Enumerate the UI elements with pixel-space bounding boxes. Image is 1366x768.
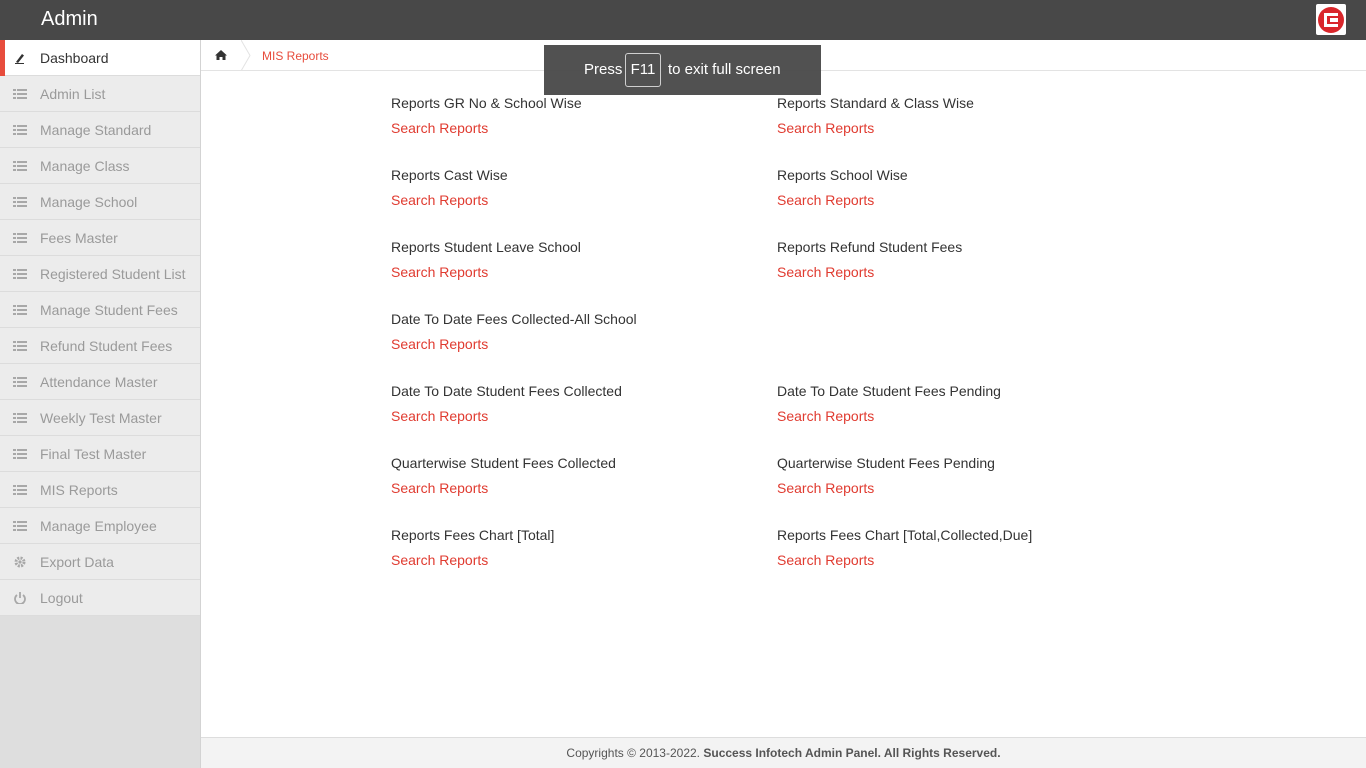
search-reports-link[interactable]: Search Reports xyxy=(391,336,489,352)
sidebar-item-fees-master[interactable] xyxy=(0,220,200,256)
top-bar xyxy=(0,0,1366,40)
sidebar-item-label: Manage Employee xyxy=(40,518,157,534)
list-icon xyxy=(13,88,27,100)
report-title: Reports Standard & Class Wise xyxy=(777,95,974,111)
search-reports-link[interactable]: Search Reports xyxy=(777,264,875,280)
sidebar-item-logout[interactable] xyxy=(0,580,200,616)
search-reports-link[interactable]: Search Reports xyxy=(391,120,489,136)
list-icon xyxy=(13,232,27,244)
sidebar-item-label: Weekly Test Master xyxy=(40,410,162,426)
list-icon xyxy=(13,376,27,388)
sidebar-item-label: Refund Student Fees xyxy=(40,338,173,354)
sidebar-item-label: Manage Student Fees xyxy=(40,302,178,318)
sidebar-item-label: Manage Class xyxy=(40,158,130,174)
list-icon xyxy=(13,124,27,136)
toast-prefix: Press xyxy=(584,61,623,78)
report-title: Quarterwise Student Fees Collected xyxy=(391,455,616,471)
search-reports-link[interactable]: Search Reports xyxy=(391,264,489,280)
search-reports-link[interactable]: Search Reports xyxy=(391,408,489,424)
fullscreen-toast xyxy=(544,45,821,95)
footer xyxy=(201,737,1366,768)
report-title: Reports Cast Wise xyxy=(391,167,508,183)
report-title: Date To Date Student Fees Pending xyxy=(777,383,1001,399)
report-title: Reports School Wise xyxy=(777,167,908,183)
sidebar-item-dashboard[interactable] xyxy=(0,40,200,76)
sidebar-item-manage-employee[interactable] xyxy=(0,508,200,544)
sidebar-item-mis-reports[interactable] xyxy=(0,472,200,508)
list-icon xyxy=(13,412,27,424)
search-reports-link[interactable]: Search Reports xyxy=(777,120,875,136)
sidebar-item-manage-student-fees[interactable] xyxy=(0,292,200,328)
list-icon xyxy=(13,196,27,208)
search-reports-link[interactable]: Search Reports xyxy=(777,552,875,568)
toast-suffix: to exit full screen xyxy=(668,61,781,78)
sidebar-item-label: Dashboard xyxy=(40,50,109,66)
report-title: Quarterwise Student Fees Pending xyxy=(777,455,995,471)
breadcrumb-separator xyxy=(241,40,251,71)
list-icon xyxy=(13,484,27,496)
search-reports-link[interactable]: Search Reports xyxy=(777,408,875,424)
sidebar-item-label: MIS Reports xyxy=(40,482,118,498)
company-logo-icon[interactable] xyxy=(1316,4,1346,35)
gear-icon xyxy=(13,556,27,568)
list-icon xyxy=(13,448,27,460)
report-title: Reports Fees Chart [Total,Collected,Due] xyxy=(777,527,1033,543)
sidebar-item-label: Admin List xyxy=(40,86,106,102)
list-icon xyxy=(13,268,27,280)
footer-copyright: Copyrights © 2013-2022. xyxy=(566,746,701,760)
search-reports-link[interactable]: Search Reports xyxy=(777,192,875,208)
sidebar-item-label: Registered Student List xyxy=(40,266,186,282)
list-icon xyxy=(13,340,27,352)
sidebar-item-attendance-master[interactable] xyxy=(0,364,200,400)
brand-title: Admin xyxy=(41,8,98,30)
report-title: Reports Student Leave School xyxy=(391,239,581,255)
pencil-icon xyxy=(13,52,27,64)
report-title: Date To Date Fees Collected-All School xyxy=(391,311,637,327)
report-title: Reports Refund Student Fees xyxy=(777,239,963,255)
sidebar-item-label: Logout xyxy=(40,590,83,606)
list-icon xyxy=(13,520,27,532)
sidebar-item-label: Final Test Master xyxy=(40,446,147,462)
list-icon xyxy=(13,304,27,316)
sidebar-item-admin-list[interactable] xyxy=(0,76,200,112)
sidebar-item-registered-student-list[interactable] xyxy=(0,256,200,292)
list-icon xyxy=(13,160,27,172)
sidebar-item-label: Export Data xyxy=(40,554,114,570)
sidebar-item-final-test-master[interactable] xyxy=(0,436,200,472)
search-reports-link[interactable]: Search Reports xyxy=(391,192,489,208)
sidebar-item-refund-student-fees[interactable] xyxy=(0,328,200,364)
sidebar-item-export-data[interactable] xyxy=(0,544,200,580)
sidebar xyxy=(0,40,201,768)
sidebar-item-manage-class[interactable] xyxy=(0,148,200,184)
report-title: Reports GR No & School Wise xyxy=(391,95,582,111)
sidebar-item-label: Fees Master xyxy=(40,230,118,246)
search-reports-link[interactable]: Search Reports xyxy=(391,480,489,496)
toast-key: F11 xyxy=(625,53,661,87)
sidebar-item-weekly-test-master[interactable] xyxy=(0,400,200,436)
power-icon xyxy=(13,592,27,604)
report-title: Reports Fees Chart [Total] xyxy=(391,527,555,543)
search-reports-link[interactable]: Search Reports xyxy=(777,480,875,496)
sidebar-item-label: Attendance Master xyxy=(40,374,158,390)
sidebar-item-label: Manage Standard xyxy=(40,122,152,138)
home-icon[interactable] xyxy=(215,49,227,61)
breadcrumb-current[interactable]: MIS Reports xyxy=(262,49,329,63)
sidebar-item-manage-standard[interactable] xyxy=(0,112,200,148)
footer-company: Success Infotech Admin Panel. All Rights Reserved. xyxy=(703,746,1001,760)
sidebar-item-manage-school[interactable] xyxy=(0,184,200,220)
sidebar-item-label: Manage School xyxy=(40,194,138,210)
search-reports-link[interactable]: Search Reports xyxy=(391,552,489,568)
report-title: Date To Date Student Fees Collected xyxy=(391,383,622,399)
